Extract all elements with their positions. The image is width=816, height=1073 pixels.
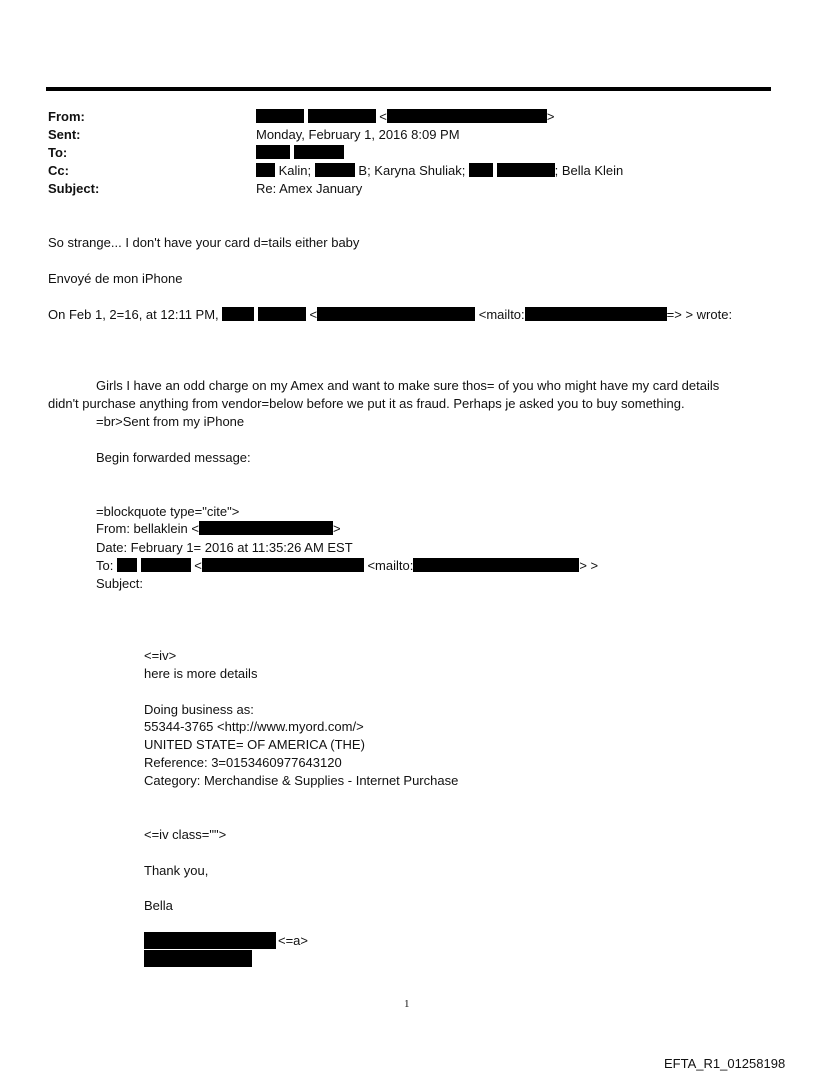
sent-value: Monday, February 1, 2016 8:09 PM (256, 127, 460, 142)
fwd-to-line (96, 558, 598, 574)
vendor-address: 55344-3765 <http://www.myord.com/> (144, 719, 364, 734)
redaction (258, 307, 306, 321)
from-value (256, 109, 554, 125)
to-value (256, 145, 344, 161)
sent-from-iphone: =br>Sent from my iPhone (96, 414, 245, 429)
on-mailto: <mailto: (478, 307, 525, 322)
from-lt: < (379, 109, 387, 124)
redaction (222, 307, 254, 321)
bates-number: EFTA_R1_01258198 (664, 1056, 786, 1071)
redaction (387, 109, 547, 123)
header-rule (46, 87, 771, 91)
redaction (256, 145, 290, 159)
redaction (525, 307, 667, 321)
redaction (141, 558, 191, 572)
fwd-to-lt: < (194, 558, 202, 573)
begin-forwarded: Begin forwarded message: (96, 450, 251, 465)
on-suffix: => > wrote: (666, 307, 733, 322)
redaction (256, 109, 304, 123)
iv-class: <=iv class=""> (144, 827, 227, 842)
fwd-from-gt: > (332, 521, 341, 536)
fwd-from: From: bellaklein < (96, 521, 199, 536)
thank-you: Thank you, (144, 863, 209, 878)
redaction (199, 521, 333, 535)
category: Category: Merchandise & Supplies - Internet Purchase (144, 773, 459, 788)
redaction (413, 558, 579, 572)
redaction (256, 163, 275, 177)
cc-bella: ; Bella Klein (554, 163, 624, 178)
from-gt: > (546, 109, 555, 124)
fwd-from-line (96, 521, 341, 537)
on-prefix: On Feb 1, 2=16, at 12:11 PM, (48, 307, 219, 322)
subject-value: Re: Amex January (256, 181, 363, 196)
redaction (117, 558, 137, 572)
signature-name: Bella (144, 898, 173, 913)
redaction (308, 109, 376, 123)
reference: Reference: 3=0153460977643120 (144, 755, 342, 770)
redaction (144, 932, 276, 949)
redaction (294, 145, 344, 159)
blockquote-line: =blockquote type="cite"> (96, 504, 240, 519)
on-lt: < (309, 307, 318, 322)
page-number: 1 (404, 998, 410, 1010)
redaction (469, 163, 493, 177)
redaction (497, 163, 555, 177)
body-line-2: Envoyé de mon iPhone (48, 271, 183, 286)
cc-label: Cc: (48, 163, 69, 178)
subject-label: Subject: (48, 181, 100, 196)
paragraph-line-1: Girls I have an odd charge on my Amex and want to make sure thos= of you who might have my card details (96, 378, 720, 393)
fwd-date-line: Date: February 1= 2016 at 11:35:26 AM EST (96, 540, 353, 555)
to-label: To: (48, 145, 68, 160)
body-line-1: So strange... I don't have your card d=tails either baby (48, 235, 360, 250)
paragraph-line-2: didn't purchase anything from vendor=below before we put it as fraud. Perhaps je asked you to buy something. (48, 396, 685, 411)
fwd-to-mailto: <mailto: (367, 558, 414, 573)
more-details: here is more details (144, 666, 258, 681)
cc-kalin: Kalin; (278, 163, 312, 178)
cc-karyna: B; Karyna Shuliak; (358, 163, 466, 178)
redaction (144, 950, 252, 967)
on-date-wrote-line (48, 307, 732, 323)
fwd-subject-line: Subject: (96, 576, 143, 591)
iv-open: <=iv> (144, 648, 177, 663)
a-close: <=a> (278, 933, 309, 948)
redaction (315, 163, 355, 177)
fwd-to: To: (96, 558, 114, 573)
sent-label: Sent: (48, 127, 81, 142)
redaction (317, 307, 475, 321)
doing-business-as: Doing business as: (144, 702, 254, 717)
fwd-to-gt: > > (579, 558, 599, 573)
vendor-country: UNITED STATE= OF AMERICA (THE) (144, 737, 365, 752)
from-label: From: (48, 109, 85, 124)
cc-value (256, 163, 623, 179)
redaction (202, 558, 364, 572)
